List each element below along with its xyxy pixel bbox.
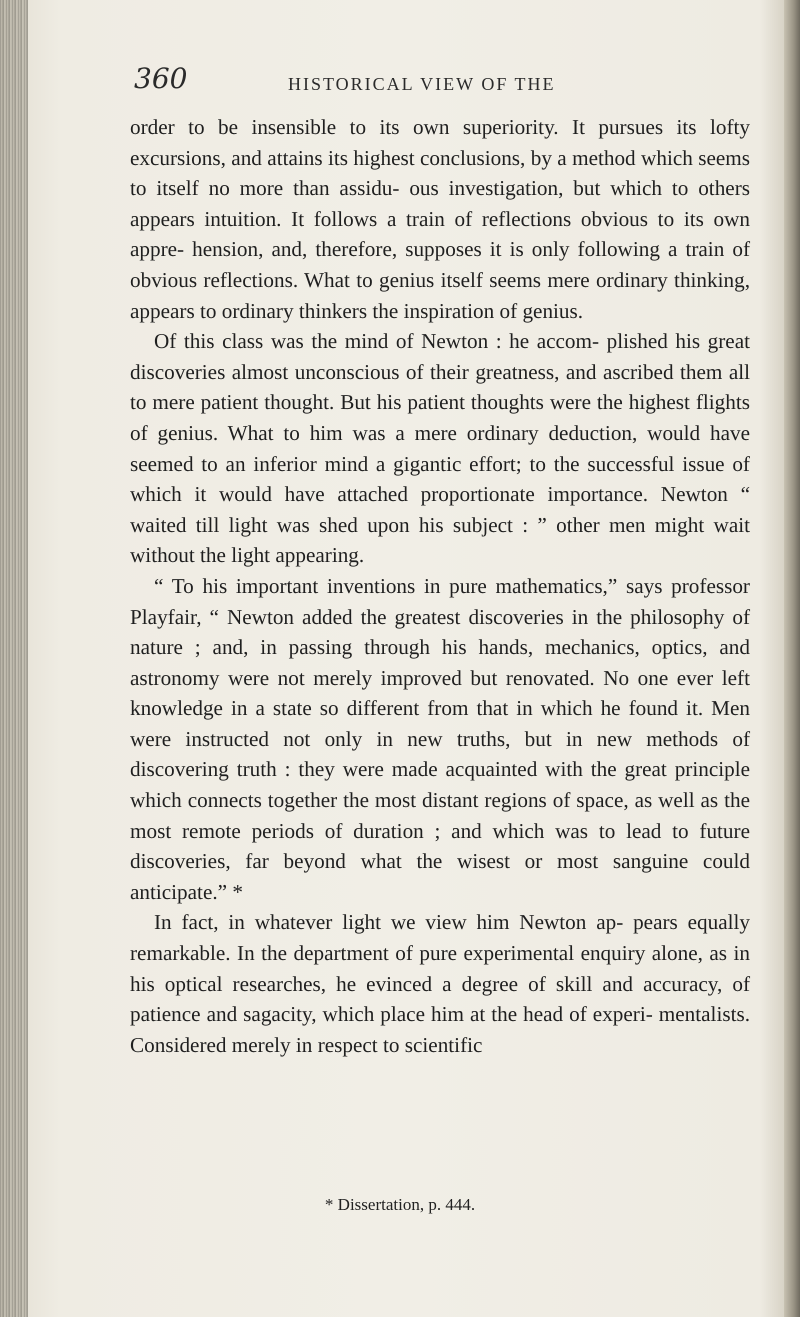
- paragraph-1: order to be insensible to its own superiority. It pursues its lofty excursions, and attains its highest conclusions, by a method which seems to itself no more than assidu- ous investigation, but which to others appears intuition. It follows a train of reflections obvious to its own appre- hension, and, therefore, supposes it is only following a train of obvious reflections. What to genius itself seems mere ordinary thinking, appears to ordinary thinkers the inspiration of genius.: [130, 115, 750, 323]
- page-number: 360: [134, 62, 188, 95]
- running-head: HISTORICAL VIEW OF THE: [288, 74, 556, 94]
- paragraph-4: In fact, in whatever light we view him Newton ap- pears equally remarkable. In the department of pure experimental enquiry alone, as in his optical researches, he evinced a degree of skill and accuracy, of patience and sagacity, which place him at the head of experi- mentalists. Considered merely in respect to scientific: [130, 910, 750, 1057]
- footnote: * Dissertation, p. 444.: [324, 1195, 476, 1214]
- paragraph-3: “ To his important inventions in pure mathematics,” says professor Playfair, “ Newton added the greatest discoveries in the philosophy of nature ; and, in passing through his hands, mechanics, optics, and astronomy were not merely improved but renovated. No one ever left knowledge in a state so different from that in which he found it. Men were instructed not only in new truths, but in new methods of discovering truth : they were made acquainted with the great principle which connects together the most distant regions of space, as well as the most remote periods of duration ; and which was to lead to future discoveries, far beyond what the wisest or most sanguine could anticipate.” *: [130, 573, 750, 904]
- page-fore-edge: [784, 0, 800, 1317]
- page-header: [128, 62, 748, 102]
- book-binding-edge: [0, 0, 28, 1317]
- body-text: [130, 112, 750, 1060]
- paragraph-2: Of this class was the mind of Newton : he accom- plished his great discoveries almost unconscious of their greatness, and ascribed them all to mere patient thought. But his patient thoughts were the highest flights of genius. What to him was a mere ordinary deduction, would have seemed to an inferior mind a gigantic effort; to the successful issue of which it would have attached proportionate importance. Newton “ waited till light was shed upon his subject : ” other men might wait without the light appearing.: [130, 329, 750, 568]
